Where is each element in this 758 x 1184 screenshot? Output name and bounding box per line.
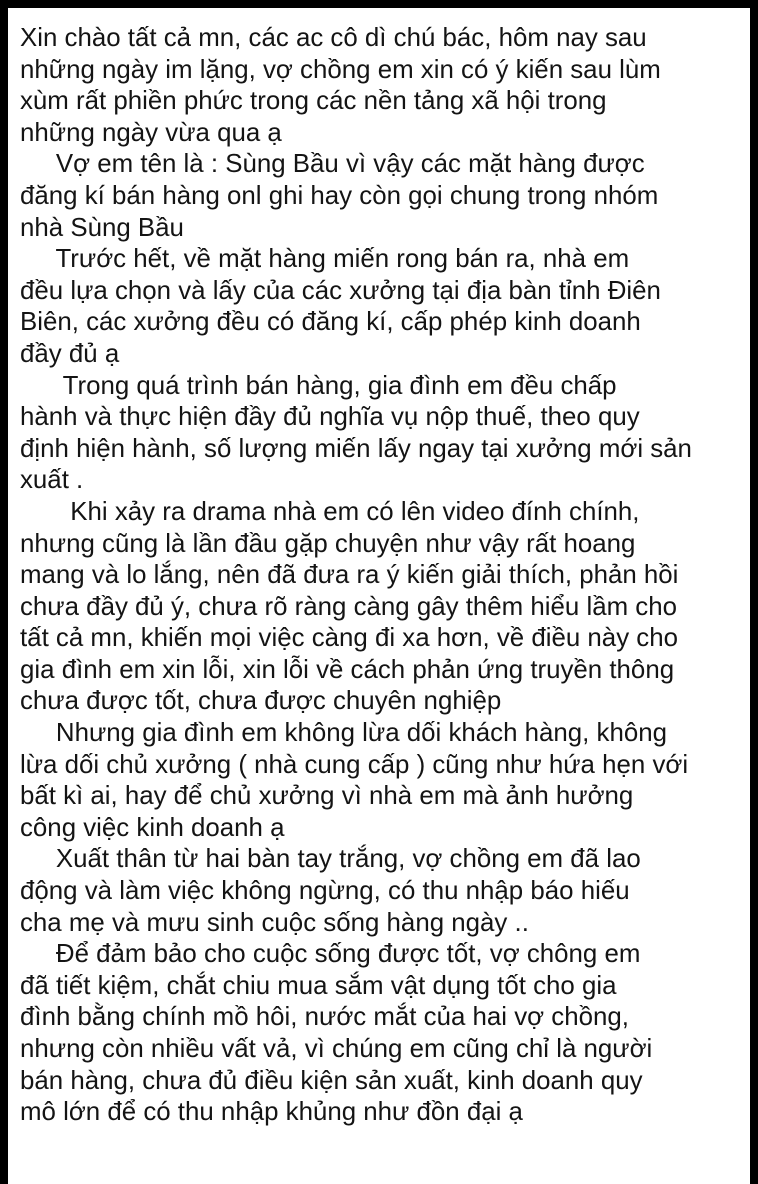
text-line: đình bằng chính mồ hôi, nước mắt của hai vợ chồng, — [20, 1001, 629, 1032]
text-line: chưa đầy đủ ý, chưa rõ ràng càng gây thêm hiểu lầm cho — [20, 590, 678, 621]
text-line: mô lớn để có thu nhập khủng như đồn đại ạ — [20, 1096, 523, 1127]
document-text — [20, 22, 748, 1128]
text-line: Xin chào tất cả mn, các ac cô dì chú bác, hôm nay sau — [20, 22, 647, 52]
text-line: Để đảm bảo cho cuộc sống được tốt, vợ chông em — [20, 938, 641, 969]
text-line: nhưng cũng là lần đầu gặp chuyện như vậy rất hoang — [20, 527, 636, 558]
text-line: những ngày im lặng, vợ chồng em xin có ý kiến sau lùm — [20, 53, 661, 84]
text-line: hành và thực hiện đầy đủ nghĩa vụ nộp thuế, theo quy — [20, 401, 640, 432]
text-line: Nhưng gia đình em không lừa dối khách hàng, không — [20, 717, 667, 748]
text-line: lừa dối chủ xưởng ( nhà cung cấp ) cũng như hứa hẹn với — [20, 748, 689, 779]
text-line: Trước hết, về mặt hàng miến rong bán ra, nhà em — [20, 243, 630, 274]
text-line: Trong quá trình bán hàng, gia đình em đều chấp — [20, 369, 617, 400]
text-line: nhưng còn nhiều vất vả, vì chúng em cũng chỉ là người — [20, 1033, 653, 1063]
text-line: đã tiết kiệm, chắt chiu mua sắm vật dụng tốt cho gia — [20, 969, 617, 1000]
text-line: Biên, các xưởng đều có đăng kí, cấp phép kinh doanh — [20, 306, 641, 337]
text-line: bất kì ai, hay để chủ xưởng vì nhà em mà ảnh hưởng — [20, 780, 634, 811]
text-line: chưa được tốt, chưa được chuyên nghiệp — [20, 685, 502, 716]
text-line: công việc kinh doanh ạ — [20, 811, 285, 842]
text-line: đều lựa chọn và lấy của các xưởng tại địa bàn tỉnh Điên — [20, 274, 661, 305]
text-line: động và làm việc không ngừng, có thu nhập báo hiếu — [20, 875, 630, 906]
text-line: đăng kí bán hàng onl ghi hay còn gọi chung trong nhóm — [20, 179, 659, 210]
text-line: bán hàng, chưa đủ điều kiện sản xuất, kinh doanh quy — [20, 1064, 643, 1095]
text-line: những ngày vừa qua ạ — [20, 116, 282, 147]
text-line: mang và lo lắng, nên đã đưa ra ý kiến giải thích, phản hồi — [20, 559, 679, 590]
text-line: đầy đủ ạ — [20, 337, 120, 368]
text-line: xuất . — [20, 464, 84, 495]
text-line: xùm rất phiền phức trong các nền tảng xã hội trong — [20, 85, 607, 116]
text-line: Khi xảy ra drama nhà em có lên video đính chính, — [20, 495, 640, 526]
text-line: cha mẹ và mưu sinh cuộc sống hàng ngày .. — [20, 906, 529, 937]
text-line: Xuất thân từ hai bàn tay trắng, vợ chồng em đã lao — [20, 843, 641, 874]
document-page — [8, 8, 750, 1184]
text-line: gia đình em xin lỗi, xin lỗi về cách phản ứng truyền thông — [20, 653, 675, 684]
text-line: định hiện hành, số lượng miến lấy ngay tại xưởng mới sản — [20, 432, 692, 463]
text-line: tất cả mn, khiến mọi việc càng đi xa hơn, về điều này cho — [20, 622, 679, 653]
text-line: nhà Sùng Bầu — [20, 211, 184, 242]
text-line: Vợ em tên là : Sùng Bầu vì vậy các mặt hàng được — [20, 148, 645, 179]
